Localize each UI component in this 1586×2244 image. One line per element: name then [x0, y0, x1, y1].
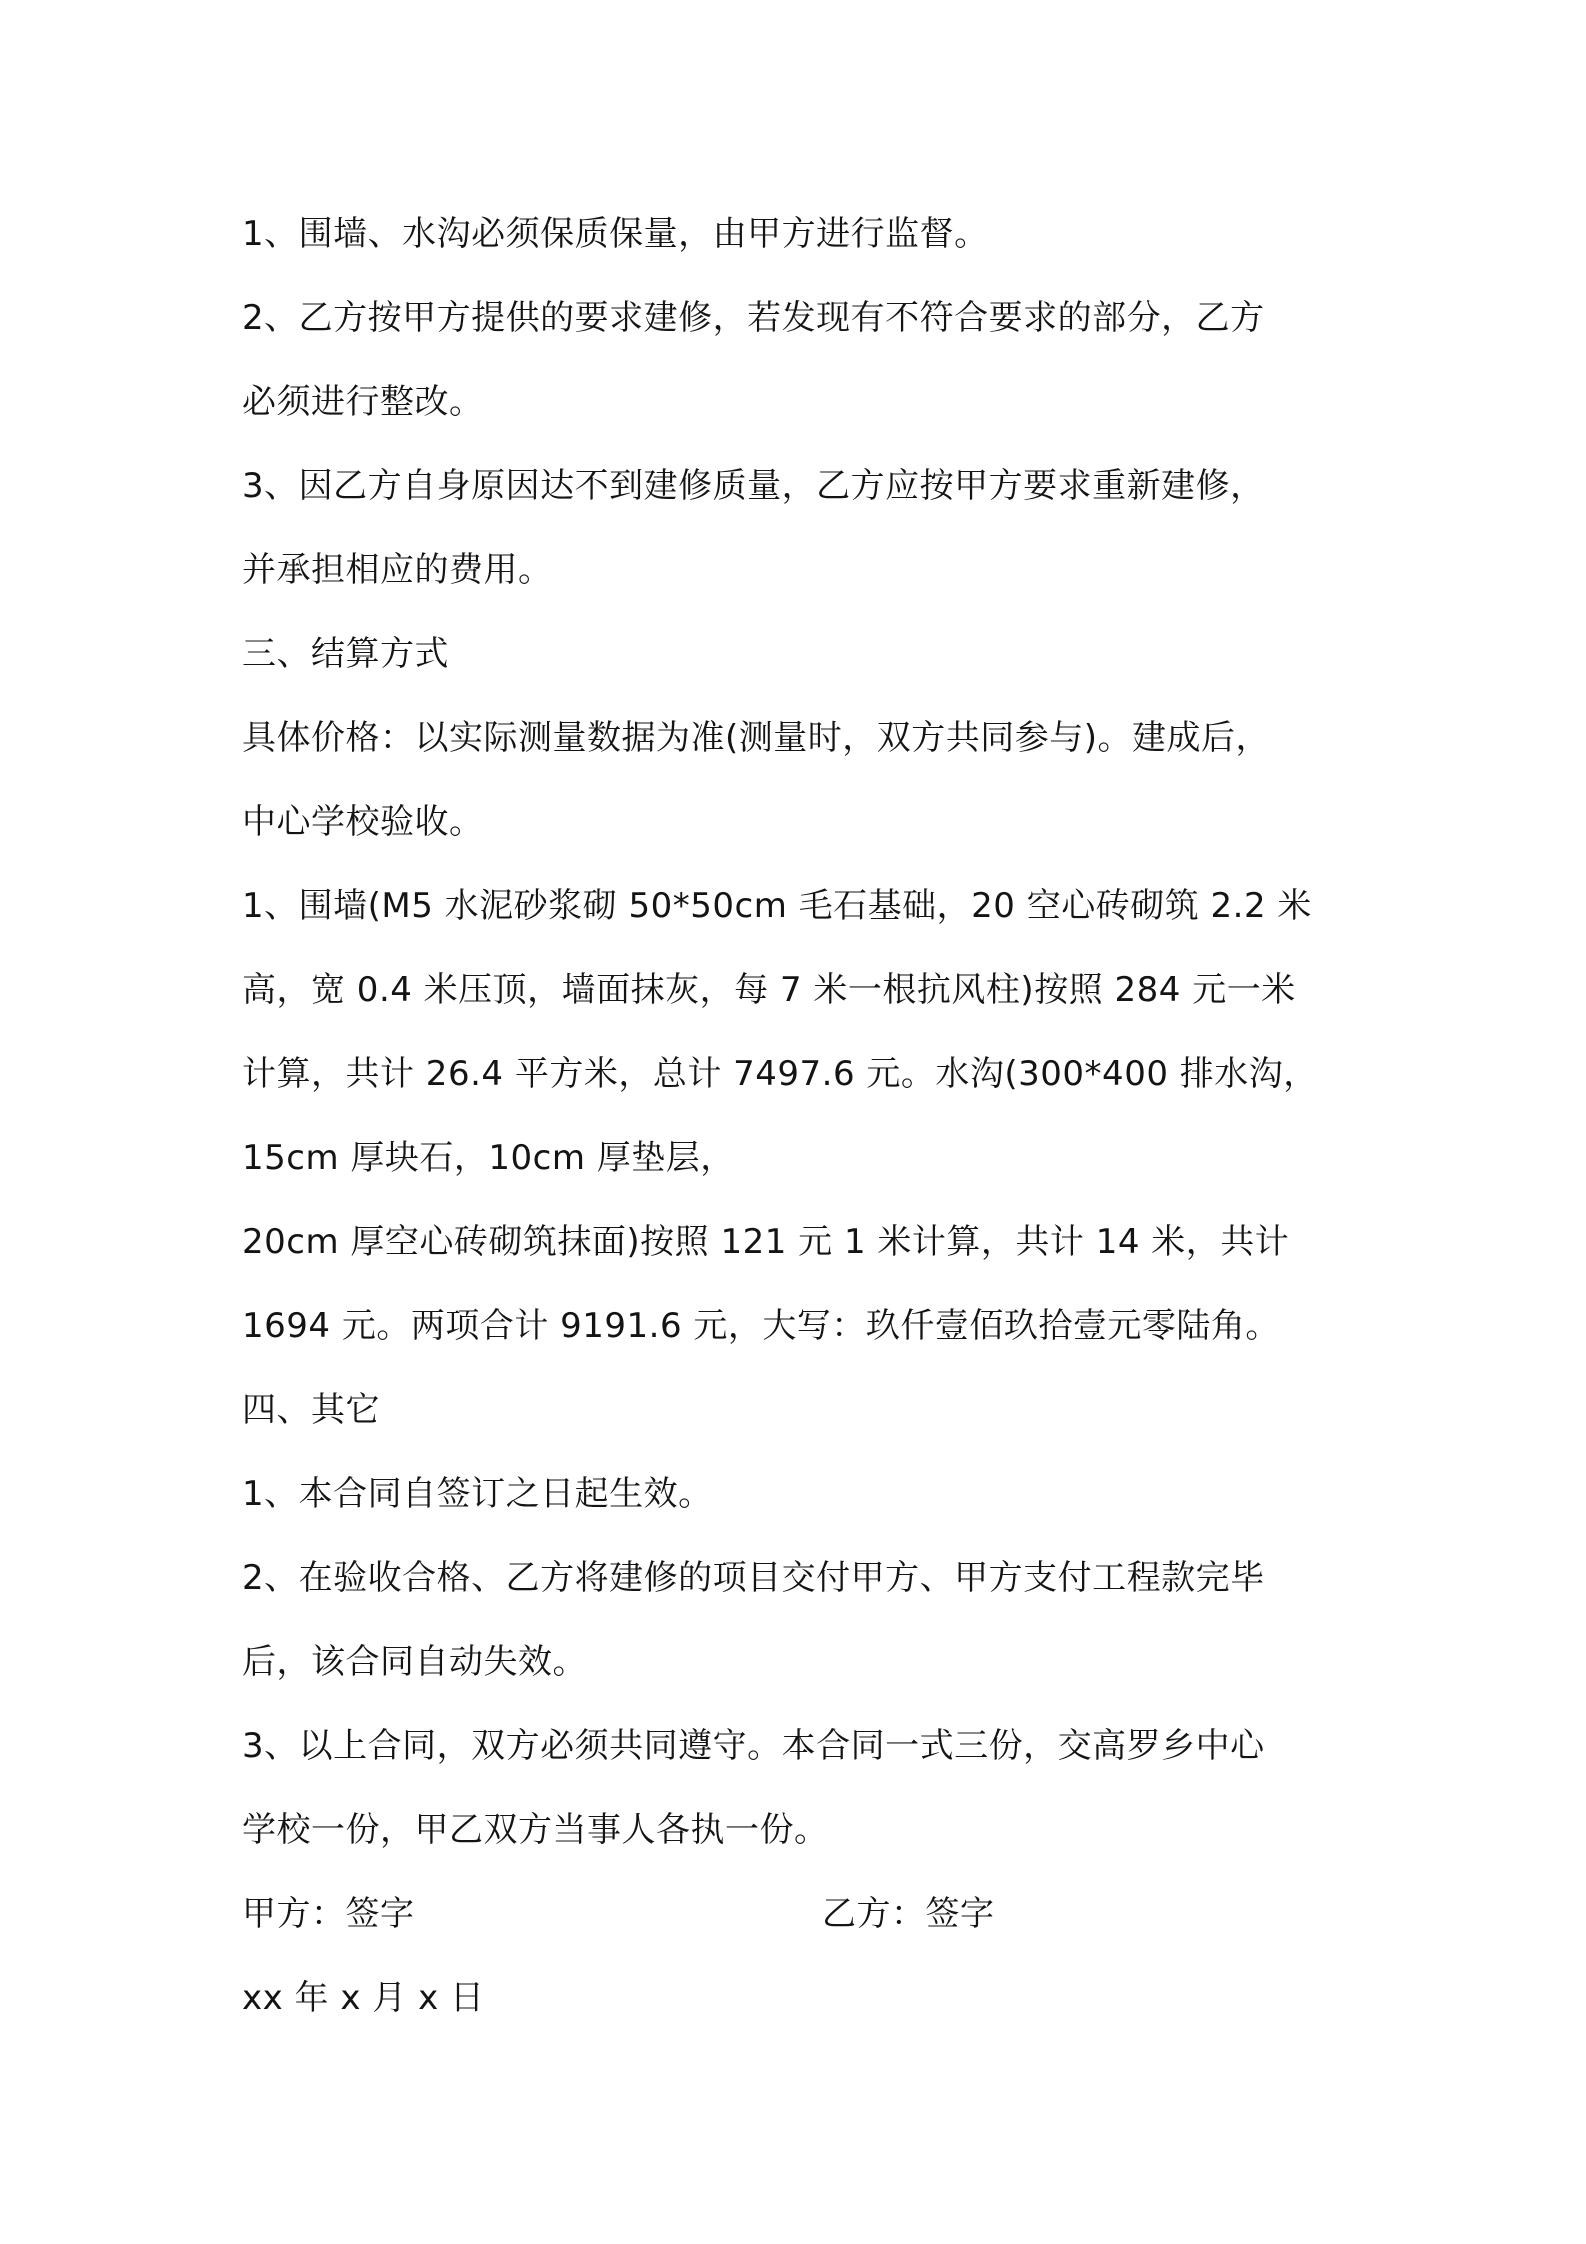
document-body [242, 192, 1362, 2040]
text-line: 必须进行整改。 [242, 382, 484, 422]
party-b-signature: 乙方：签字 [822, 1894, 995, 1934]
text-line: 2、在验收合格、乙方将建修的项目交付甲方、甲方支付工程款完毕 [242, 1558, 1265, 1598]
text-line: 具体价格：以实际测量数据为准(测量时，双方共同参与)。建成后， [242, 718, 1271, 758]
text-line: 并承担相应的费用。 [242, 550, 553, 590]
party-a-signature: 甲方：签字 [242, 1894, 415, 1934]
section-heading: 三、结算方式 [242, 634, 449, 674]
text-line: 3、因乙方自身原因达不到建修质量，乙方应按甲方要求重新建修， [242, 466, 1265, 506]
text-line: 计算，共计 26.4 平方米，总计 7497.6 元。水沟(300*400 排水沟， [242, 1054, 1318, 1094]
text-line: 1、本合同自签订之日起生效。 [242, 1474, 713, 1514]
signature-row [242, 1872, 1362, 1956]
text-line: 1、围墙(M5 水泥砂浆砌 50*50cm 毛石基础，20 空心砖砌筑 2.2 米 [242, 886, 1312, 926]
text-line: 15cm 厚块石，10cm 厚垫层， [242, 1138, 735, 1178]
text-line: 3、以上合同，双方必须共同遵守。本合同一式三份，交高罗乡中心 [242, 1726, 1265, 1766]
text-line: 高，宽 0.4 米压顶，墙面抹灰，每 7 米一根抗风柱)按照 284 元一米 [242, 970, 1296, 1010]
text-line: 学校一份，甲乙双方当事人各执一份。 [242, 1810, 829, 1850]
text-line: 1694 元。两项合计 9191.6 元，大写：玖仟壹佰玖拾壹元零陆角。 [242, 1306, 1280, 1346]
text-line: 后，该合同自动失效。 [242, 1642, 587, 1682]
section-heading: 四、其它 [242, 1390, 380, 1430]
document-date: xx 年 x 月 x 日 [242, 1978, 485, 2018]
text-line: 20cm 厚空心砖砌筑抹面)按照 121 元 1 米计算，共计 14 米，共计 [242, 1222, 1290, 1262]
text-line: 1、围墙、水沟必须保质保量，由甲方进行监督。 [242, 214, 989, 254]
text-line: 中心学校验收。 [242, 802, 484, 842]
text-line: 2、乙方按甲方提供的要求建修，若发现有不符合要求的部分，乙方 [242, 298, 1265, 338]
